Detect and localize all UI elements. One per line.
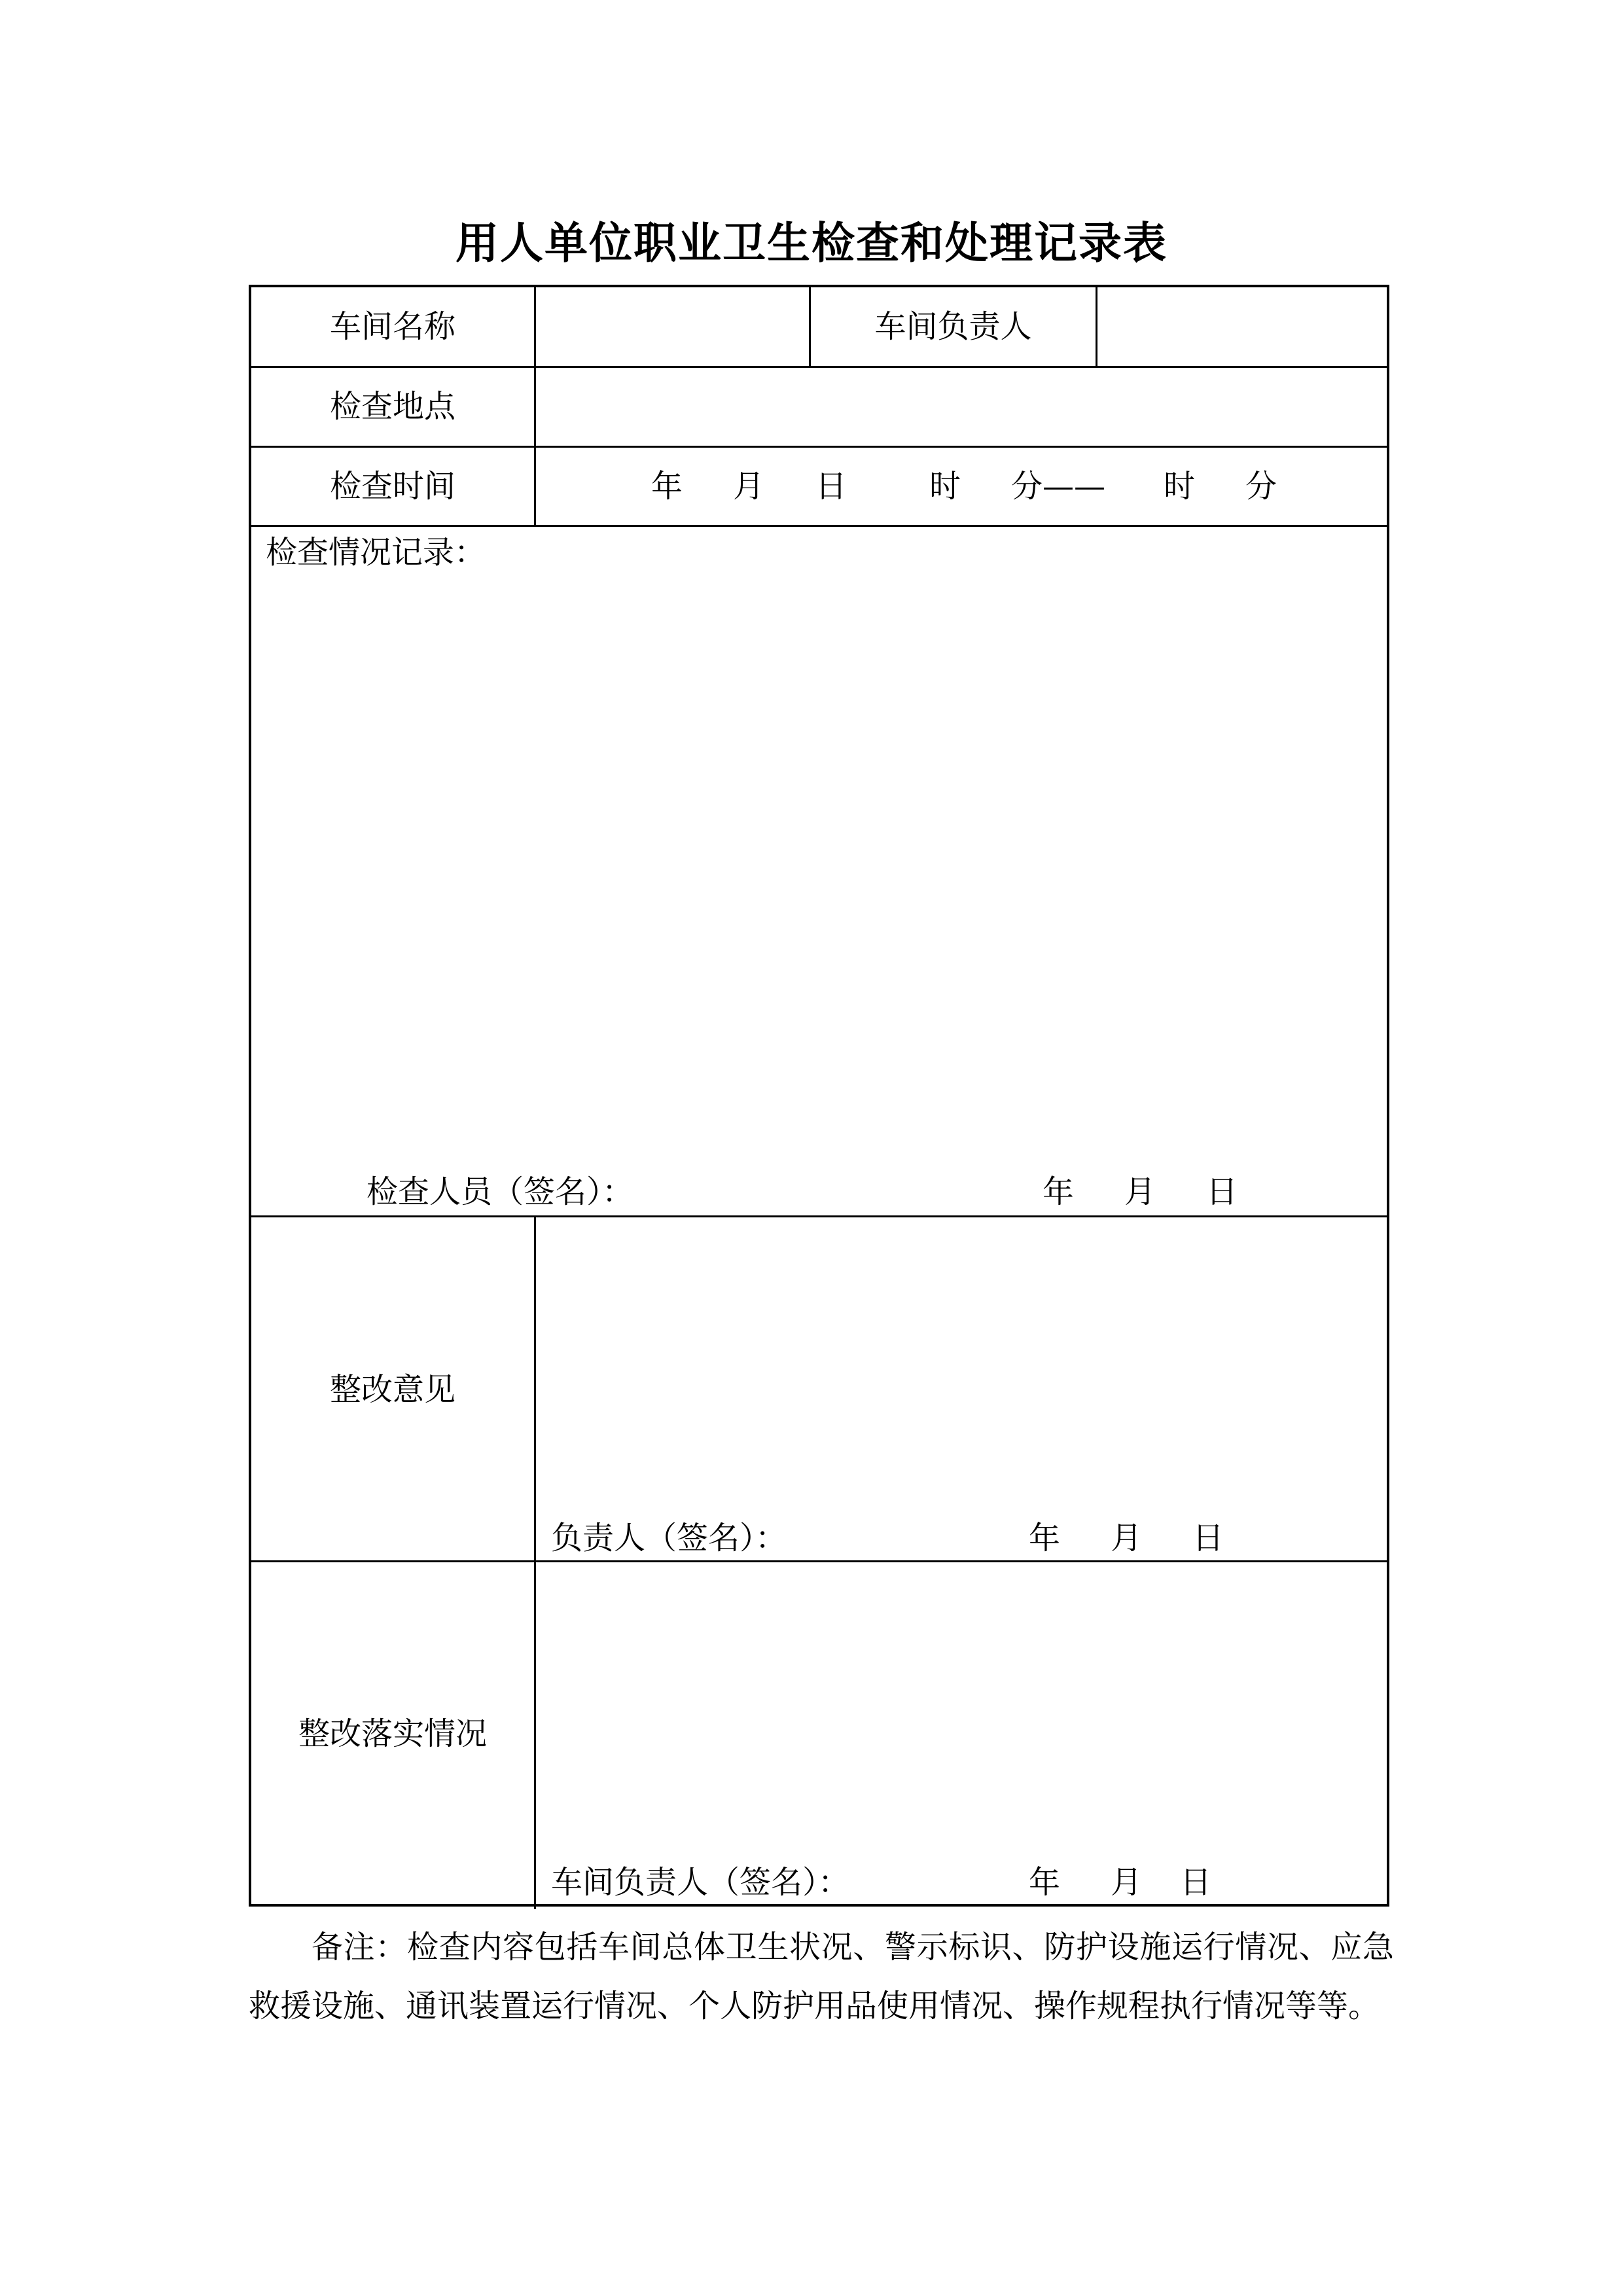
time-month: 月 xyxy=(733,468,765,505)
rectify-signer: 负责人（签名）： xyxy=(551,1520,787,1556)
record-month: 月 xyxy=(1124,1174,1156,1210)
workshop-name-label: 车间名称 xyxy=(329,308,455,345)
footnote: 备注：检查内容包括车间总体卫生状况、警示标识、防护设施运行情况、应急救援设施、通讯装置运行情况、个人防护用品使用情况、操作规程执行情况等等。 xyxy=(249,1929,1394,2024)
rectify-year: 年 xyxy=(1029,1520,1061,1556)
implement-label: 整改落实情况 xyxy=(298,1715,487,1752)
time-label: 检查时间 xyxy=(329,468,455,505)
implement-month: 月 xyxy=(1111,1864,1143,1901)
workshop-name-field[interactable] xyxy=(539,311,804,344)
implement-year: 年 xyxy=(1029,1864,1061,1901)
workshop-head-label: 车间负责人 xyxy=(874,308,1032,345)
form-title: 用人单位职业卫生检查和处理记录表 xyxy=(455,217,1168,268)
record-label: 检查情况记录： xyxy=(266,534,486,571)
column-divider xyxy=(534,287,536,525)
inspection-form-table xyxy=(249,285,1389,1907)
implement-day: 日 xyxy=(1180,1864,1212,1901)
rectify-label: 整改意见 xyxy=(329,1371,455,1408)
time-minute-dash: 分—— xyxy=(1011,468,1106,505)
time-day: 日 xyxy=(815,468,847,505)
time-hour: 时 xyxy=(929,468,961,505)
record-year: 年 xyxy=(1043,1174,1075,1210)
row-divider xyxy=(251,1215,1387,1217)
rectify-month: 月 xyxy=(1111,1520,1143,1556)
time-hour-end: 时 xyxy=(1164,468,1196,505)
column-divider xyxy=(534,1215,536,1909)
implement-signer: 车间负责人（签名）： xyxy=(551,1864,850,1901)
workshop-head-field[interactable] xyxy=(1101,311,1382,344)
row-divider xyxy=(251,1560,1387,1562)
rectify-day: 日 xyxy=(1192,1520,1224,1556)
record-day: 日 xyxy=(1206,1174,1238,1210)
location-field[interactable] xyxy=(539,391,1383,423)
time-minute-end: 分 xyxy=(1245,468,1277,505)
time-year: 年 xyxy=(651,468,683,505)
row-divider xyxy=(251,366,1387,368)
row-divider xyxy=(251,446,1387,448)
record-signer: 检查人员（签名）： xyxy=(366,1174,634,1210)
location-label: 检查地点 xyxy=(329,388,455,425)
column-divider xyxy=(1096,287,1097,366)
row-divider xyxy=(251,525,1387,527)
